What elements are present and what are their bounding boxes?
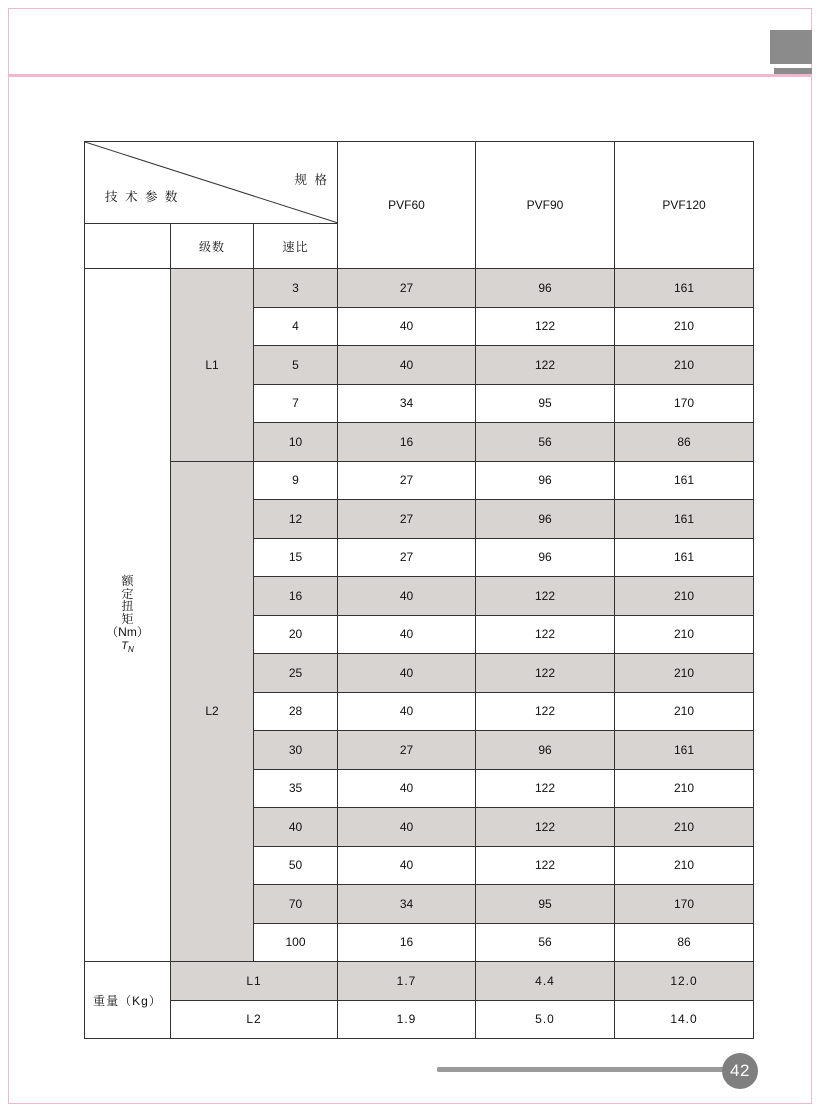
torque-value-pvf90: 122 xyxy=(476,692,615,731)
torque-value-pvf120: 210 xyxy=(615,654,754,693)
model-header-pvf60: PVF60 xyxy=(338,142,476,269)
torque-value-pvf60: 27 xyxy=(338,269,476,308)
ratio-cell: 30 xyxy=(254,731,338,770)
torque-value-pvf90: 122 xyxy=(476,808,615,847)
torque-value-pvf60: 40 xyxy=(338,615,476,654)
ratio-cell: 4 xyxy=(254,307,338,346)
torque-value-pvf90: 122 xyxy=(476,654,615,693)
torque-value-pvf120: 210 xyxy=(615,769,754,808)
weight-stage-l1: L1 xyxy=(171,962,338,1001)
torque-value-pvf120: 210 xyxy=(615,577,754,616)
ratio-cell: 16 xyxy=(254,577,338,616)
torque-value-pvf120: 210 xyxy=(615,692,754,731)
torque-value-pvf60: 27 xyxy=(338,731,476,770)
torque-value-pvf60: 40 xyxy=(338,577,476,616)
torque-value-pvf60: 27 xyxy=(338,500,476,539)
weight-value-pvf90: 5.0 xyxy=(476,1000,615,1039)
torque-value-pvf90: 122 xyxy=(476,846,615,885)
torque-value-pvf60: 16 xyxy=(338,923,476,962)
model-header-pvf90: PVF90 xyxy=(476,142,615,269)
weight-row xyxy=(85,1000,754,1039)
torque-value-pvf60: 34 xyxy=(338,384,476,423)
torque-value-pvf90: 56 xyxy=(476,423,615,462)
torque-value-pvf120: 170 xyxy=(615,384,754,423)
torque-value-pvf90: 122 xyxy=(476,346,615,385)
weight-row xyxy=(85,962,754,1001)
table-row xyxy=(85,269,754,308)
torque-value-pvf60: 40 xyxy=(338,846,476,885)
torque-value-pvf120: 210 xyxy=(615,615,754,654)
torque-value-pvf120: 161 xyxy=(615,461,754,500)
header-tab-block xyxy=(770,30,812,64)
torque-value-pvf120: 86 xyxy=(615,923,754,962)
torque-value-pvf90: 95 xyxy=(476,885,615,924)
torque-value-pvf90: 56 xyxy=(476,923,615,962)
corner-header-cell xyxy=(85,142,338,224)
stage-group-l2: L2 xyxy=(171,461,254,962)
ratio-cell: 50 xyxy=(254,846,338,885)
torque-value-pvf120: 210 xyxy=(615,808,754,847)
torque-value-pvf120: 210 xyxy=(615,846,754,885)
ratio-cell: 20 xyxy=(254,615,338,654)
header-accent-band xyxy=(9,74,811,77)
torque-value-pvf120: 86 xyxy=(615,423,754,462)
weight-value-pvf120: 14.0 xyxy=(615,1000,754,1039)
ratio-cell: 25 xyxy=(254,654,338,693)
torque-value-pvf60: 34 xyxy=(338,885,476,924)
specification-table xyxy=(84,141,754,1039)
ratio-cell: 3 xyxy=(254,269,338,308)
subheader-blank-cell xyxy=(85,224,171,269)
torque-value-pvf120: 210 xyxy=(615,346,754,385)
torque-value-pvf120: 161 xyxy=(615,500,754,539)
torque-value-pvf90: 122 xyxy=(476,307,615,346)
table-header-row xyxy=(85,142,754,224)
torque-value-pvf60: 27 xyxy=(338,461,476,500)
header-tab-shadow xyxy=(774,68,812,74)
torque-value-pvf60: 40 xyxy=(338,808,476,847)
torque-value-pvf90: 122 xyxy=(476,769,615,808)
torque-value-pvf60: 40 xyxy=(338,692,476,731)
tech-param-label: 技 术 参 数 xyxy=(105,190,180,204)
subheader-ratio: 速比 xyxy=(254,224,338,269)
weight-value-pvf60: 1.9 xyxy=(338,1000,476,1039)
torque-value-pvf90: 122 xyxy=(476,615,615,654)
torque-value-pvf90: 96 xyxy=(476,461,615,500)
model-header-pvf120: PVF120 xyxy=(615,142,754,269)
weight-value-pvf60: 1.7 xyxy=(338,962,476,1001)
torque-value-pvf120: 170 xyxy=(615,885,754,924)
torque-value-pvf120: 161 xyxy=(615,538,754,577)
weight-value-pvf90: 4.4 xyxy=(476,962,615,1001)
ratio-cell: 15 xyxy=(254,538,338,577)
ratio-cell: 100 xyxy=(254,923,338,962)
torque-value-pvf90: 122 xyxy=(476,577,615,616)
torque-value-pvf60: 40 xyxy=(338,654,476,693)
ratio-cell: 35 xyxy=(254,769,338,808)
weight-value-pvf120: 12.0 xyxy=(615,962,754,1001)
ratio-cell: 7 xyxy=(254,384,338,423)
footer-rule xyxy=(437,1067,727,1072)
torque-value-pvf90: 95 xyxy=(476,384,615,423)
torque-value-pvf90: 96 xyxy=(476,269,615,308)
ratio-cell: 5 xyxy=(254,346,338,385)
torque-value-pvf90: 96 xyxy=(476,500,615,539)
ratio-cell: 40 xyxy=(254,808,338,847)
weight-label: 重量（Kg） xyxy=(85,962,171,1039)
torque-value-pvf120: 161 xyxy=(615,269,754,308)
torque-value-pvf60: 27 xyxy=(338,538,476,577)
table-row xyxy=(85,461,754,500)
ratio-cell: 28 xyxy=(254,692,338,731)
ratio-cell: 9 xyxy=(254,461,338,500)
ratio-cell: 10 xyxy=(254,423,338,462)
torque-value-pvf120: 161 xyxy=(615,731,754,770)
spec-label: 规 格 xyxy=(294,173,330,187)
weight-stage-l2: L2 xyxy=(171,1000,338,1039)
torque-value-pvf90: 96 xyxy=(476,538,615,577)
subheader-stages: 级数 xyxy=(171,224,254,269)
torque-value-pvf60: 40 xyxy=(338,769,476,808)
ratio-cell: 12 xyxy=(254,500,338,539)
stage-group-l1: L1 xyxy=(171,269,254,462)
torque-value-pvf120: 210 xyxy=(615,307,754,346)
torque-value-pvf60: 40 xyxy=(338,346,476,385)
ratio-cell: 70 xyxy=(254,885,338,924)
torque-value-pvf90: 96 xyxy=(476,731,615,770)
page-number: 42 xyxy=(722,1053,758,1089)
rated-torque-label: 额 定 扭 矩 （Nm） $T_N$ xyxy=(85,269,171,962)
torque-value-pvf60: 16 xyxy=(338,423,476,462)
torque-value-pvf60: 40 xyxy=(338,307,476,346)
